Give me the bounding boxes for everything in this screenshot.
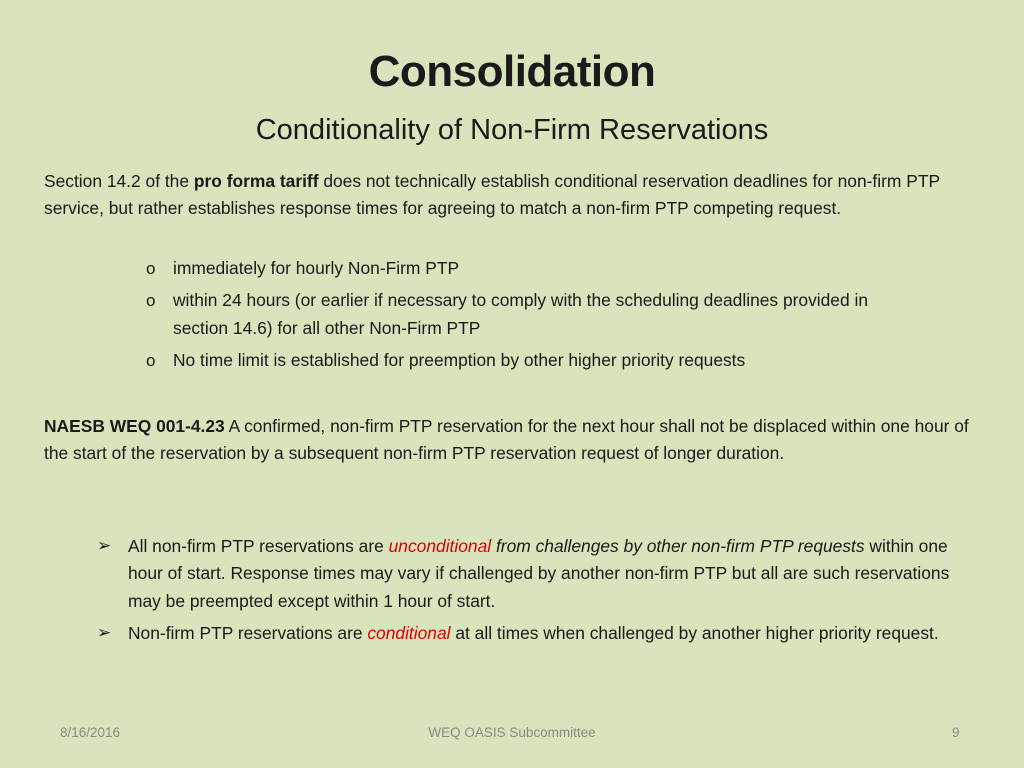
list-item [146,347,926,374]
item1-text-end: within one hour of start. Response times may vary if challenged by another non-firm PTP but all are such reservations may be preempted except within 1 hour of start. [128,536,950,611]
conclusions-list [97,533,977,652]
list-item [146,287,926,342]
circle-bullet-icon: o [146,291,156,311]
slide-title: Consolidation [368,47,656,96]
slide-number: 9 [952,725,960,740]
list-item [146,255,926,282]
pro-forma-tariff-bold: pro forma tariff [193,171,319,191]
naesb-weq-reference: NAESB WEQ 001-4.23 [44,416,225,436]
list-item-text: within 24 hours (or earlier if necessary to comply with the scheduling deadlines provided in section 14.6) for all other Non-Firm PTP [173,290,869,338]
item2-text-end: at all times when challenged by another higher priority request. [450,622,939,643]
list-item-text: No time limit is established for preemption by other higher priority requests [173,349,746,370]
response-times-list [146,255,926,379]
item2-text-start: Non-firm PTP reservations are [128,622,368,643]
circle-bullet-icon: o [146,259,156,278]
item1-text-start: All non-firm PTP reservations are [128,536,389,556]
circle-bullet-icon: o [146,350,156,370]
challenges-italic: from challenges by other non-firm PTP requests [491,536,865,556]
list-item [97,533,977,615]
footer-date: 8/16/2016 [60,725,121,740]
footer-organization: WEQ OASIS Subcommittee [428,725,596,740]
conditional-emphasis: conditional [367,622,451,643]
list-item-text: immediately for hourly Non-Firm PTP [173,258,460,278]
naesb-weq-paragraph [44,413,994,468]
para1-text-start: Section 14.2 of the [44,171,194,191]
slide-subtitle: Conditionality of Non-Firm Reservations [255,114,769,146]
para1-text-end: does not technically establish conditional reservation deadlines for non-firm PTP service, but rather establishes response times for agreeing to match a non-firm PTP competing request. [44,171,940,219]
arrow-bullet-icon: ➢ [97,536,112,555]
arrow-bullet-icon: ➢ [97,622,112,642]
list-item [97,620,977,647]
para2-text: A confirmed, non-firm PTP reservation for the next hour shall not be displaced within one hour of the start of the reservation by a subsequent non-firm PTP reservation request of longer duration. [44,416,969,464]
unconditional-emphasis: unconditional [388,536,492,556]
section-14-2-paragraph [44,168,994,223]
